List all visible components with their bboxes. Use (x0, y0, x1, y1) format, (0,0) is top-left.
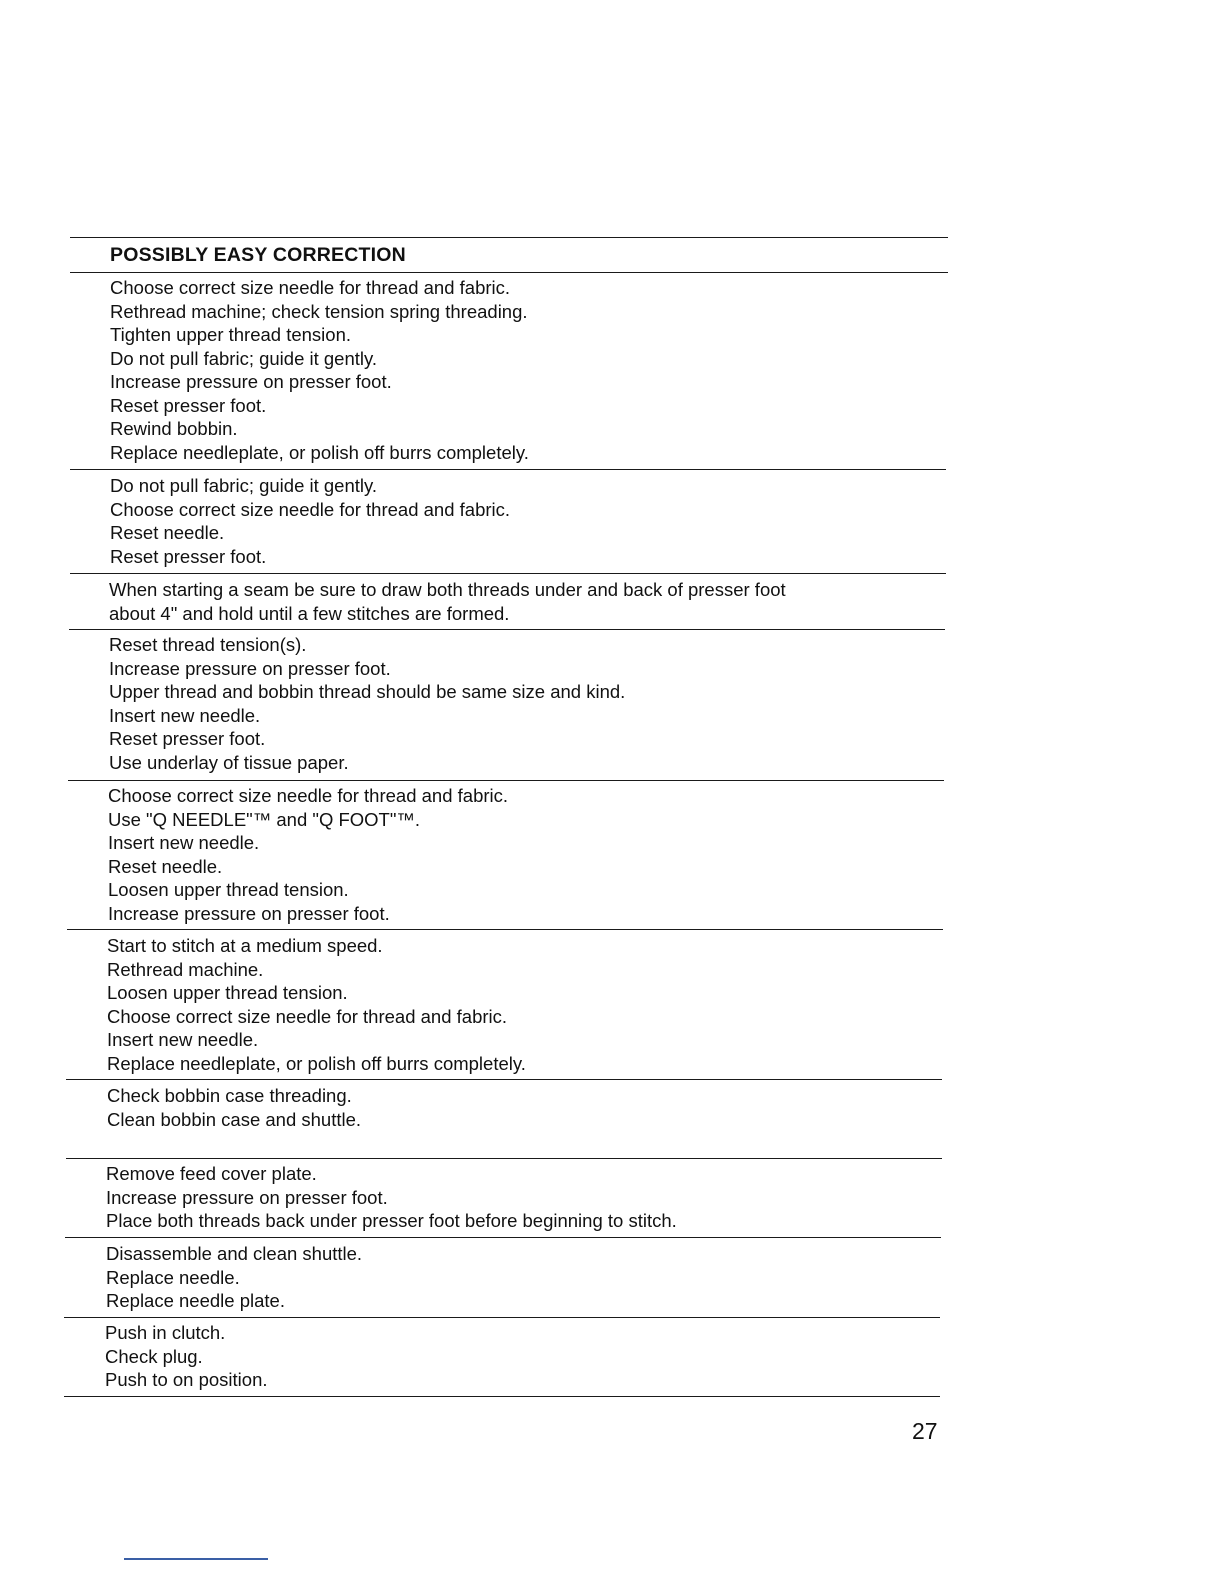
correction-line: Loosen upper thread tension. (107, 982, 348, 1003)
correction-group-8 (106, 1162, 677, 1233)
correction-line: Use underlay of tissue paper. (109, 751, 349, 773)
correction-group-5 (108, 784, 508, 925)
row-divider (65, 1237, 941, 1238)
correction-line: Start to stitch at a medium speed. (107, 935, 383, 956)
correction-line: Disassemble and clean shuttle. (106, 1243, 363, 1264)
correction-line: Rethread machine; check tension spring threading. (110, 300, 528, 322)
correction-line: Replace needleplate, or polish off burrs completely. (107, 1052, 526, 1074)
row-divider (66, 1079, 942, 1080)
correction-line: When starting a seam be sure to draw both threads under and back of presser foot (109, 579, 786, 600)
correction-group-3 (109, 578, 786, 625)
correction-group-7 (107, 1084, 361, 1131)
correction-line: Check plug. (105, 1345, 203, 1367)
correction-line: Replace needleplate, or polish off burrs completely. (110, 441, 529, 463)
correction-line: Upper thread and bobbin thread should be same size and kind. (109, 681, 626, 702)
correction-line: Do not pull fabric; guide it gently. (110, 347, 378, 369)
correction-group-4 (109, 633, 625, 774)
correction-line: Use "Q NEEDLE"™ and "Q FOOT"™. (108, 808, 421, 830)
correction-line: Choose correct size needle for thread and fabric. (107, 1005, 508, 1027)
correction-line: Tighten upper thread tension. (110, 324, 352, 345)
header-bottom-rule (70, 272, 948, 273)
row-divider (70, 469, 946, 470)
correction-line: Increase pressure on presser foot. (110, 371, 392, 392)
correction-line: Rethread machine. (107, 958, 264, 980)
correction-line: Reset needle. (108, 855, 223, 877)
correction-line: Reset needle. (110, 522, 225, 543)
correction-line: Insert new needle. (109, 704, 261, 726)
row-divider (67, 929, 943, 930)
correction-line: Check bobbin case threading. (107, 1085, 352, 1106)
correction-line: Push in clutch. (105, 1322, 226, 1343)
table-top-rule (70, 237, 948, 238)
correction-line: Do not pull fabric; guide it gently. (110, 475, 378, 496)
correction-line: Increase pressure on presser foot. (109, 657, 391, 679)
row-divider (70, 573, 946, 574)
correction-line: Insert new needle. (107, 1029, 259, 1050)
correction-line: Rewind bobbin. (110, 418, 238, 439)
correction-line: Replace needle. (106, 1266, 240, 1288)
correction-group-10 (105, 1321, 268, 1392)
correction-group-1 (110, 276, 529, 464)
correction-line: about 4" and hold until a few stitches are formed. (109, 602, 510, 624)
row-divider (68, 780, 944, 781)
correction-line: Choose correct size needle for thread and fabric. (108, 785, 509, 806)
correction-line: Increase pressure on presser foot. (108, 902, 390, 924)
correction-line: Choose correct size needle for thread and fabric. (110, 277, 511, 298)
page-number: 27 (912, 1418, 938, 1444)
row-divider (69, 629, 945, 630)
correction-line: Place both threads back under presser foot before beginning to stitch. (106, 1210, 677, 1231)
correction-group-6 (107, 934, 526, 1075)
column-header: POSSIBLY EASY CORRECTION (110, 244, 406, 266)
correction-line: Reset presser foot. (110, 394, 267, 416)
correction-line: Push to on position. (105, 1369, 268, 1390)
row-divider (66, 1158, 942, 1159)
correction-line: Reset presser foot. (110, 545, 267, 567)
correction-line: Loosen upper thread tension. (108, 879, 349, 900)
correction-group-2 (110, 474, 510, 568)
correction-line: Choose correct size needle for thread and fabric. (110, 498, 511, 520)
correction-line: Insert new needle. (108, 832, 260, 853)
correction-line: Clean bobbin case and shuttle. (107, 1108, 362, 1130)
correction-line: Reset presser foot. (109, 728, 266, 749)
correction-line: Reset thread tension(s). (109, 634, 307, 655)
correction-line: Replace needle plate. (106, 1290, 285, 1311)
correction-line: Remove feed cover plate. (106, 1163, 317, 1184)
table-bottom-rule (64, 1396, 940, 1397)
scan-underline-mark (124, 1558, 268, 1560)
correction-line: Increase pressure on presser foot. (106, 1186, 388, 1208)
row-divider (64, 1317, 940, 1318)
correction-group-9 (106, 1242, 362, 1313)
